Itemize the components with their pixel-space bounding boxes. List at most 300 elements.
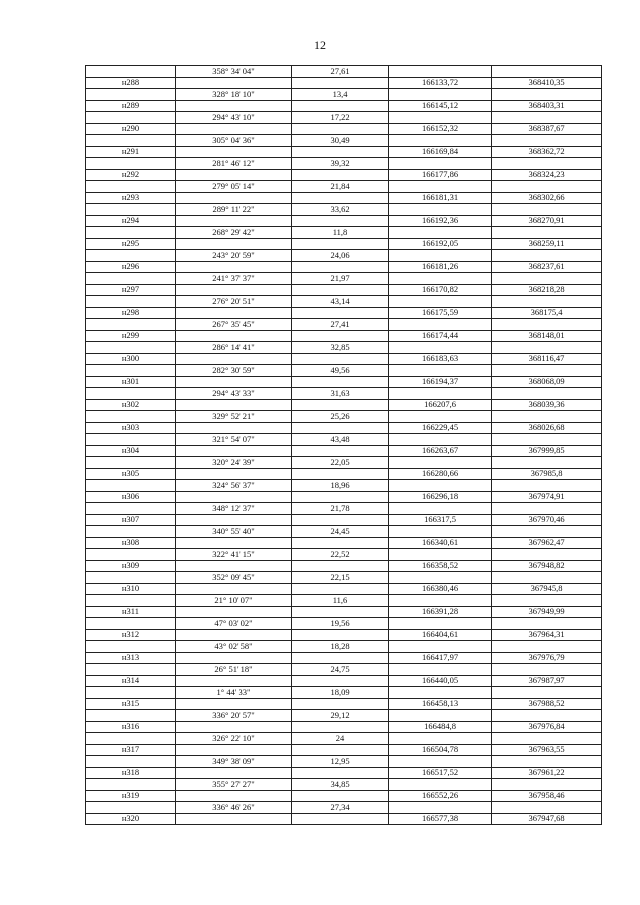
segment-row [86,296,602,308]
point-name-cell: н293 [86,192,176,204]
empty-cell [176,583,292,595]
empty-cell [176,146,292,158]
empty-cell [176,169,292,181]
segment-length-cell: 21,97 [292,273,389,285]
point-row [86,790,602,802]
segment-row [86,526,602,538]
y-coordinate-cell: 367999,85 [492,445,602,457]
empty-cell [176,698,292,710]
segment-length-cell: 49,56 [292,365,389,377]
point-row [86,491,602,503]
empty-cell [176,537,292,549]
empty-cell [292,744,389,756]
segment-length-cell: 11,6 [292,595,389,607]
empty-cell [292,813,389,825]
y-coordinate-cell: 367948,82 [492,560,602,572]
coordinates-table-body [86,66,602,825]
y-coordinate-cell: 368175,4 [492,307,602,319]
empty-cell [492,779,602,791]
x-coordinate-cell: 166484,8 [389,721,492,733]
empty-cell [292,123,389,135]
x-coordinate-cell: 166133,72 [389,77,492,89]
direction-angle-cell: 328° 18' 10" [176,89,292,101]
x-coordinate-cell: 166440,05 [389,675,492,687]
empty-cell [86,526,176,538]
empty-cell [389,549,492,561]
y-coordinate-cell: 367987,97 [492,675,602,687]
point-row [86,353,602,365]
y-coordinate-cell: 367949,99 [492,606,602,618]
empty-cell [492,618,602,630]
segment-row [86,112,602,124]
y-coordinate-cell: 367970,46 [492,514,602,526]
empty-cell [176,744,292,756]
empty-cell [292,629,389,641]
point-name-cell: н310 [86,583,176,595]
point-row [86,169,602,181]
direction-angle-cell: 321° 54' 07" [176,434,292,446]
y-coordinate-cell: 367974,91 [492,491,602,503]
segment-length-cell: 27,34 [292,802,389,814]
y-coordinate-cell: 368237,61 [492,261,602,273]
point-name-cell: н314 [86,675,176,687]
empty-cell [389,480,492,492]
segment-row [86,480,602,492]
segment-length-cell: 21,84 [292,181,389,193]
empty-cell [86,296,176,308]
empty-cell [86,457,176,469]
direction-angle-cell: 322° 41' 15" [176,549,292,561]
segment-length-cell: 24,06 [292,250,389,262]
empty-cell [492,526,602,538]
point-row [86,399,602,411]
point-row [86,606,602,618]
empty-cell [389,756,492,768]
empty-cell [389,296,492,308]
point-name-cell: н319 [86,790,176,802]
empty-cell [389,250,492,262]
empty-cell [389,365,492,377]
x-coordinate-cell: 166391,28 [389,606,492,618]
empty-cell [389,572,492,584]
x-coordinate-cell: 166552,26 [389,790,492,802]
segment-length-cell: 24,75 [292,664,389,676]
empty-cell [492,687,602,699]
segment-row [86,89,602,101]
empty-cell [492,733,602,745]
segment-length-cell: 39,32 [292,158,389,170]
empty-cell [86,158,176,170]
empty-cell [86,503,176,515]
empty-cell [86,273,176,285]
empty-cell [176,790,292,802]
empty-cell [492,549,602,561]
point-name-cell: н301 [86,376,176,388]
empty-cell [176,468,292,480]
empty-cell [292,307,389,319]
empty-cell [389,204,492,216]
point-name-cell: н318 [86,767,176,779]
empty-cell [492,181,602,193]
point-name-cell: н291 [86,146,176,158]
segment-row [86,779,602,791]
empty-cell [492,227,602,239]
point-row [86,123,602,135]
direction-angle-cell: 324° 56' 37" [176,480,292,492]
empty-cell [176,606,292,618]
x-coordinate-cell: 166181,26 [389,261,492,273]
x-coordinate-cell: 166145,12 [389,100,492,112]
point-name-cell: н320 [86,813,176,825]
point-name-cell: н311 [86,606,176,618]
empty-cell [389,503,492,515]
point-row [86,284,602,296]
empty-cell [176,261,292,273]
direction-angle-cell: 47° 03' 02" [176,618,292,630]
y-coordinate-cell: 367976,79 [492,652,602,664]
empty-cell [176,353,292,365]
direction-angle-cell: 352° 09' 45" [176,572,292,584]
empty-cell [176,767,292,779]
empty-cell [86,572,176,584]
empty-cell [492,89,602,101]
empty-cell [86,89,176,101]
y-coordinate-cell: 367947,68 [492,813,602,825]
direction-angle-cell: 286° 14' 41" [176,342,292,354]
segment-row [86,365,602,377]
empty-cell [292,192,389,204]
empty-cell [292,767,389,779]
empty-cell [292,77,389,89]
segment-length-cell: 34,85 [292,779,389,791]
segment-length-cell: 29,12 [292,710,389,722]
point-name-cell: н295 [86,238,176,250]
point-name-cell: н294 [86,215,176,227]
empty-cell [292,100,389,112]
point-row [86,537,602,549]
empty-cell [492,595,602,607]
empty-cell [492,664,602,676]
empty-cell [389,181,492,193]
point-row [86,330,602,342]
segment-row [86,158,602,170]
point-name-cell: н309 [86,560,176,572]
empty-cell [86,802,176,814]
point-row [86,698,602,710]
y-coordinate-cell: 367958,46 [492,790,602,802]
y-coordinate-cell: 368039,36 [492,399,602,411]
empty-cell [86,227,176,239]
x-coordinate-cell: 166177,86 [389,169,492,181]
empty-cell [389,457,492,469]
empty-cell [492,434,602,446]
x-coordinate-cell: 166169,84 [389,146,492,158]
empty-cell [176,215,292,227]
segment-length-cell: 18,96 [292,480,389,492]
direction-angle-cell: 336° 20' 57" [176,710,292,722]
x-coordinate-cell: 166181,31 [389,192,492,204]
empty-cell [492,296,602,308]
empty-cell [292,215,389,227]
x-coordinate-cell: 166229,45 [389,422,492,434]
direction-angle-cell: 355° 27' 27" [176,779,292,791]
direction-angle-cell: 348° 12' 37" [176,503,292,515]
direction-angle-cell: 43° 02' 58" [176,641,292,653]
empty-cell [389,595,492,607]
x-coordinate-cell: 166174,44 [389,330,492,342]
x-coordinate-cell: 166404,61 [389,629,492,641]
point-row [86,307,602,319]
segment-row [86,319,602,331]
empty-cell [492,641,602,653]
y-coordinate-cell: 368026,68 [492,422,602,434]
direction-angle-cell: 268° 29' 42" [176,227,292,239]
empty-cell [86,112,176,124]
point-name-cell: н289 [86,100,176,112]
point-row [86,468,602,480]
segment-length-cell: 18,28 [292,641,389,653]
empty-cell [86,710,176,722]
empty-cell [492,503,602,515]
empty-cell [86,342,176,354]
empty-cell [389,273,492,285]
direction-angle-cell: 276° 20' 51" [176,296,292,308]
empty-cell [492,342,602,354]
point-row [86,100,602,112]
empty-cell [176,652,292,664]
direction-angle-cell: 294° 43' 10" [176,112,292,124]
x-coordinate-cell: 166296,18 [389,491,492,503]
empty-cell [86,664,176,676]
y-coordinate-cell: 368387,67 [492,123,602,135]
empty-cell [176,491,292,503]
segment-row [86,273,602,285]
segment-length-cell: 13,4 [292,89,389,101]
direction-angle-cell: 358° 34' 04" [176,66,292,78]
segment-row [86,135,602,147]
direction-angle-cell: 326° 22' 10" [176,733,292,745]
point-name-cell: н317 [86,744,176,756]
point-name-cell: н302 [86,399,176,411]
point-name-cell: н288 [86,77,176,89]
point-row [86,721,602,733]
y-coordinate-cell: 368068,09 [492,376,602,388]
point-name-cell: н292 [86,169,176,181]
segment-row [86,181,602,193]
empty-cell [292,514,389,526]
empty-cell [86,434,176,446]
empty-cell [86,135,176,147]
empty-cell [292,376,389,388]
segment-length-cell: 27,61 [292,66,389,78]
empty-cell [86,595,176,607]
direction-angle-cell: 21° 10' 07" [176,595,292,607]
segment-length-cell: 18,09 [292,687,389,699]
empty-cell [176,238,292,250]
x-coordinate-cell: 166183,63 [389,353,492,365]
empty-cell [492,457,602,469]
empty-cell [86,66,176,78]
x-coordinate-cell: 166504,78 [389,744,492,756]
empty-cell [176,422,292,434]
segment-row [86,503,602,515]
x-coordinate-cell: 166340,61 [389,537,492,549]
empty-cell [492,411,602,423]
empty-cell [176,284,292,296]
empty-cell [389,135,492,147]
y-coordinate-cell: 367985,8 [492,468,602,480]
point-row [86,560,602,572]
segment-length-cell: 21,78 [292,503,389,515]
y-coordinate-cell: 368218,28 [492,284,602,296]
x-coordinate-cell: 166380,46 [389,583,492,595]
segment-length-cell: 27,41 [292,319,389,331]
point-row [86,261,602,273]
x-coordinate-cell: 166194,37 [389,376,492,388]
segment-length-cell: 30,49 [292,135,389,147]
segment-row [86,434,602,446]
empty-cell [176,445,292,457]
point-row [86,767,602,779]
x-coordinate-cell: 166280,66 [389,468,492,480]
segment-row [86,388,602,400]
point-row [86,813,602,825]
y-coordinate-cell: 368403,31 [492,100,602,112]
empty-cell [176,330,292,342]
empty-cell [86,365,176,377]
empty-cell [86,480,176,492]
direction-angle-cell: 294° 43' 33" [176,388,292,400]
empty-cell [492,158,602,170]
segment-row [86,641,602,653]
y-coordinate-cell: 368270,91 [492,215,602,227]
point-row [86,629,602,641]
empty-cell [389,641,492,653]
point-name-cell: н305 [86,468,176,480]
x-coordinate-cell: 166517,52 [389,767,492,779]
x-coordinate-cell: 166577,38 [389,813,492,825]
y-coordinate-cell: 367962,47 [492,537,602,549]
segment-length-cell: 31,63 [292,388,389,400]
empty-cell [492,319,602,331]
x-coordinate-cell: 166317,5 [389,514,492,526]
empty-cell [389,618,492,630]
empty-cell [86,779,176,791]
empty-cell [389,802,492,814]
y-coordinate-cell: 368362,72 [492,146,602,158]
point-row [86,192,602,204]
point-row [86,445,602,457]
x-coordinate-cell: 166207,6 [389,399,492,411]
point-name-cell: н315 [86,698,176,710]
point-row [86,376,602,388]
empty-cell [176,813,292,825]
segment-length-cell: 24 [292,733,389,745]
empty-cell [86,756,176,768]
segment-row [86,802,602,814]
direction-angle-cell: 241° 37' 37" [176,273,292,285]
empty-cell [86,204,176,216]
direction-angle-cell: 349° 38' 09" [176,756,292,768]
empty-cell [176,307,292,319]
segment-row [86,664,602,676]
direction-angle-cell: 26° 51' 18" [176,664,292,676]
empty-cell [176,675,292,687]
x-coordinate-cell: 166458,13 [389,698,492,710]
point-row [86,675,602,687]
empty-cell [389,227,492,239]
segment-length-cell: 22,05 [292,457,389,469]
point-name-cell: н306 [86,491,176,503]
empty-cell [389,733,492,745]
empty-cell [86,733,176,745]
point-row [86,652,602,664]
segment-row [86,66,602,78]
segment-length-cell: 32,85 [292,342,389,354]
point-name-cell: н313 [86,652,176,664]
empty-cell [292,169,389,181]
point-row [86,583,602,595]
direction-angle-cell: 282° 30' 59" [176,365,292,377]
point-row [86,215,602,227]
direction-angle-cell: 320° 24' 39" [176,457,292,469]
empty-cell [292,537,389,549]
point-row [86,514,602,526]
empty-cell [292,330,389,342]
direction-angle-cell: 1° 44' 33" [176,687,292,699]
segment-length-cell: 17,22 [292,112,389,124]
y-coordinate-cell: 368259,11 [492,238,602,250]
segment-row [86,411,602,423]
point-row [86,422,602,434]
empty-cell [389,388,492,400]
empty-cell [86,250,176,262]
point-name-cell: н298 [86,307,176,319]
y-coordinate-cell: 367963,55 [492,744,602,756]
empty-cell [176,514,292,526]
segment-row [86,618,602,630]
segment-row [86,342,602,354]
direction-angle-cell: 267° 35' 45" [176,319,292,331]
empty-cell [176,721,292,733]
direction-angle-cell: 340° 55' 40" [176,526,292,538]
empty-cell [292,491,389,503]
x-coordinate-cell: 166263,67 [389,445,492,457]
empty-cell [389,112,492,124]
empty-cell [292,606,389,618]
direction-angle-cell: 289° 11' 22" [176,204,292,216]
empty-cell [492,250,602,262]
empty-cell [492,66,602,78]
empty-cell [292,583,389,595]
segment-length-cell: 11,8 [292,227,389,239]
empty-cell [292,284,389,296]
empty-cell [492,756,602,768]
point-name-cell: н304 [86,445,176,457]
x-coordinate-cell: 166170,82 [389,284,492,296]
empty-cell [176,629,292,641]
empty-cell [86,549,176,561]
coordinates-table [85,65,602,825]
empty-cell [86,319,176,331]
empty-cell [86,411,176,423]
x-coordinate-cell: 166417,97 [389,652,492,664]
direction-angle-cell: 281° 46' 12" [176,158,292,170]
x-coordinate-cell: 166175,59 [389,307,492,319]
page-number: 12 [314,38,326,52]
x-coordinate-cell: 166192,36 [389,215,492,227]
empty-cell [292,560,389,572]
